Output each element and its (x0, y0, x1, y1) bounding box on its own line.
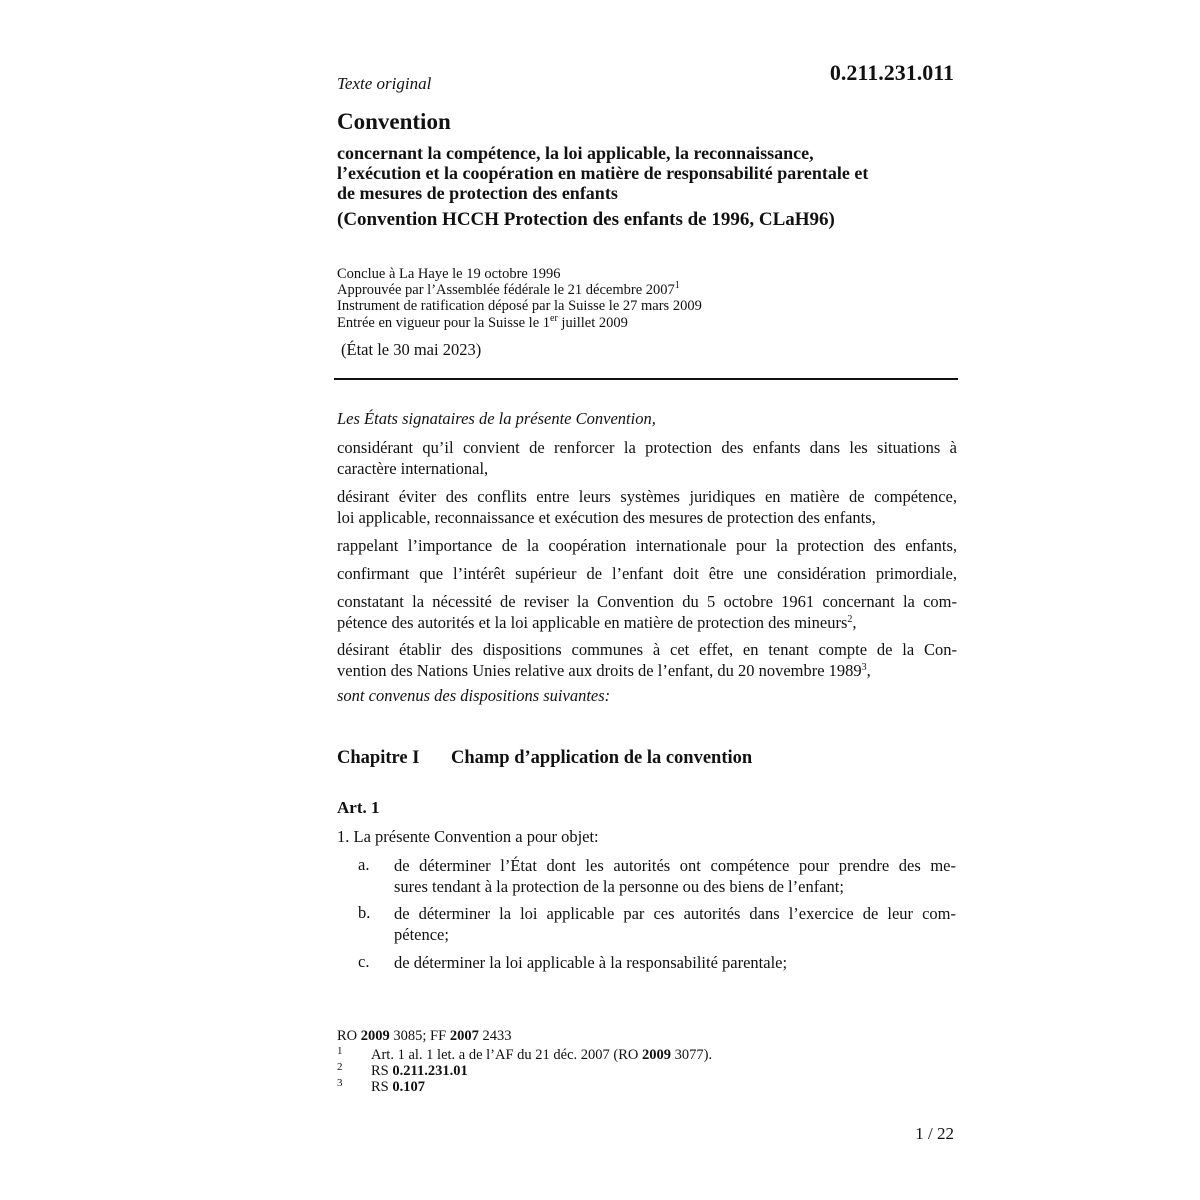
list-item (394, 903, 956, 945)
subtitle-line: l’exécution et la coopération en matière de responsabilité parentale et (337, 163, 869, 183)
footnote-1 (371, 1047, 712, 1064)
list-item-line: sures tendant à la protection de la personne ou des biens de l’enfant; (394, 877, 844, 896)
meta-approuvee (337, 282, 702, 298)
meta-entree-date: juillet 2009 (557, 314, 628, 331)
meta-conclue: Conclue à La Haye le 19 octobre 1996 (337, 266, 561, 282)
footnote-text: 3085; FF (389, 1028, 450, 1044)
subtitle-line: de mesures de protection des enfants (337, 183, 618, 203)
paragraph-line: confirmant que l’intérêt supérieur de l’enfant doit être une considération primordiale, (337, 564, 957, 583)
paragraph-text: vention des Nations Unies relative aux droits de l’enfant, du 20 novembre 1989 (337, 661, 862, 680)
subtitle-line: concernant la compétence, la loi applicable, la reconnaissance, (337, 143, 814, 163)
texte-original-label: Texte original (337, 74, 432, 93)
footnote-bold: 2007 (449, 1028, 479, 1044)
footnote-text: RS (371, 1063, 393, 1079)
header-divider (334, 378, 958, 380)
article-paragraph: 1. La présente Convention a pour objet: (337, 827, 599, 846)
list-item-line: de déterminer la loi applicable à la responsabilité parentale; (394, 953, 788, 972)
list-item (394, 855, 956, 897)
preamble-paragraph (337, 486, 957, 528)
ordinal-superscript: er (550, 312, 558, 324)
adoption-metadata (337, 266, 702, 331)
convention-title: Convention (337, 109, 451, 134)
list-item-letter: a. (358, 855, 370, 874)
footnote-text: 3077). (671, 1047, 713, 1063)
footnote-number: 2 (337, 1061, 343, 1073)
paragraph-line: désirant établir des dispositions communes à cet effet, en tenant compte de la Con- (337, 640, 957, 659)
paragraph-line: constatant la nécessité de reviser la Convention du 5 octobre 1961 concernant la com- (337, 592, 957, 611)
preamble-paragraph (337, 437, 957, 479)
footnote-bold: 2009 (642, 1047, 672, 1063)
paragraph-punct: , (852, 613, 857, 632)
list-item-line: de déterminer la loi applicable par ces autorités dans l’exercice de leur com- (394, 904, 956, 923)
chapter-title: Champ d’application de la convention (451, 748, 753, 768)
paragraph-text: pétence des autorités et la loi applicable en matière de protection des mineurs (337, 613, 848, 632)
list-item-letter: c. (358, 952, 370, 971)
footnote-ref[interactable]: 3 (861, 662, 867, 673)
convention-short-title: (Convention HCCH Protection des enfants de 1996, CLaH96) (337, 209, 835, 230)
paragraph-line (337, 660, 957, 681)
meta-instrument: Instrument de ratification déposé par la Suisse le 27 mars 2009 (337, 298, 702, 315)
list-item-line: pétence; (394, 925, 449, 944)
footnote-bold: 0.107 (392, 1079, 425, 1095)
paragraph-line: loi applicable, reconnaissance et exécution des mesures de protection des enfants, (337, 508, 876, 527)
list-item (394, 952, 956, 973)
chapter-number: Chapitre I (337, 748, 420, 768)
meta-entree-text: Entrée en vigueur pour la Suisse le 1 (337, 314, 551, 331)
footnote-bold: 0.211.231.01 (392, 1063, 468, 1079)
paragraph-line: caractère international, (337, 459, 489, 478)
footnote-text: Art. 1 al. 1 let. a de l’AF du 21 déc. 2007 (RO (371, 1047, 643, 1063)
footnote-text: RO (337, 1028, 361, 1044)
footnote-text: 2433 (478, 1028, 512, 1044)
footnote-number: 3 (337, 1077, 343, 1089)
preamble-closing: sont convenus des dispositions suivantes: (337, 686, 611, 705)
chapter-heading (337, 748, 752, 769)
preamble-paragraph (337, 639, 957, 681)
convention-subtitle (337, 143, 868, 203)
meta-approuvee-text: Approuvée par l’Assemblée fédérale le 21 décembre 2007 (337, 282, 675, 299)
etat-date: (État le 30 mai 2023) (341, 340, 482, 359)
footnote-text: RS (371, 1079, 393, 1095)
footnote-ref[interactable]: 1 (674, 280, 680, 292)
footnote-ro-ff (337, 1028, 511, 1045)
meta-entree (337, 312, 702, 331)
footnote-number: 1 (337, 1045, 343, 1057)
footnote-bold: 2009 (360, 1028, 390, 1044)
page-number: 1 / 22 (915, 1124, 954, 1143)
preamble-paragraph (337, 563, 957, 584)
footnote-3 (371, 1079, 425, 1096)
paragraph-line: considérant qu’il convient de renforcer la protection des enfants dans les situations à (337, 438, 957, 457)
preamble-paragraph (337, 535, 957, 556)
list-item-line: de déterminer l’État dont les autorités ont compétence pour prendre des me- (394, 856, 956, 875)
footnote-ref[interactable]: 2 (847, 614, 853, 625)
preamble-paragraph (337, 591, 957, 633)
paragraph-line: désirant éviter des conflits entre leurs systèmes juridiques en matière de compétence, (337, 487, 957, 506)
paragraph-punct: , (866, 661, 871, 680)
article-label: Art. 1 (337, 798, 380, 817)
sr-number: 0.211.231.011 (829, 60, 954, 85)
footnote-2 (371, 1063, 468, 1080)
paragraph-line: rappelant l’importance de la coopération internationale pour la protection des enfants, (337, 536, 957, 555)
list-item-letter: b. (358, 903, 371, 922)
paragraph-line (337, 612, 957, 633)
preamble-intro: Les États signataires de la présente Convention, (337, 409, 656, 428)
